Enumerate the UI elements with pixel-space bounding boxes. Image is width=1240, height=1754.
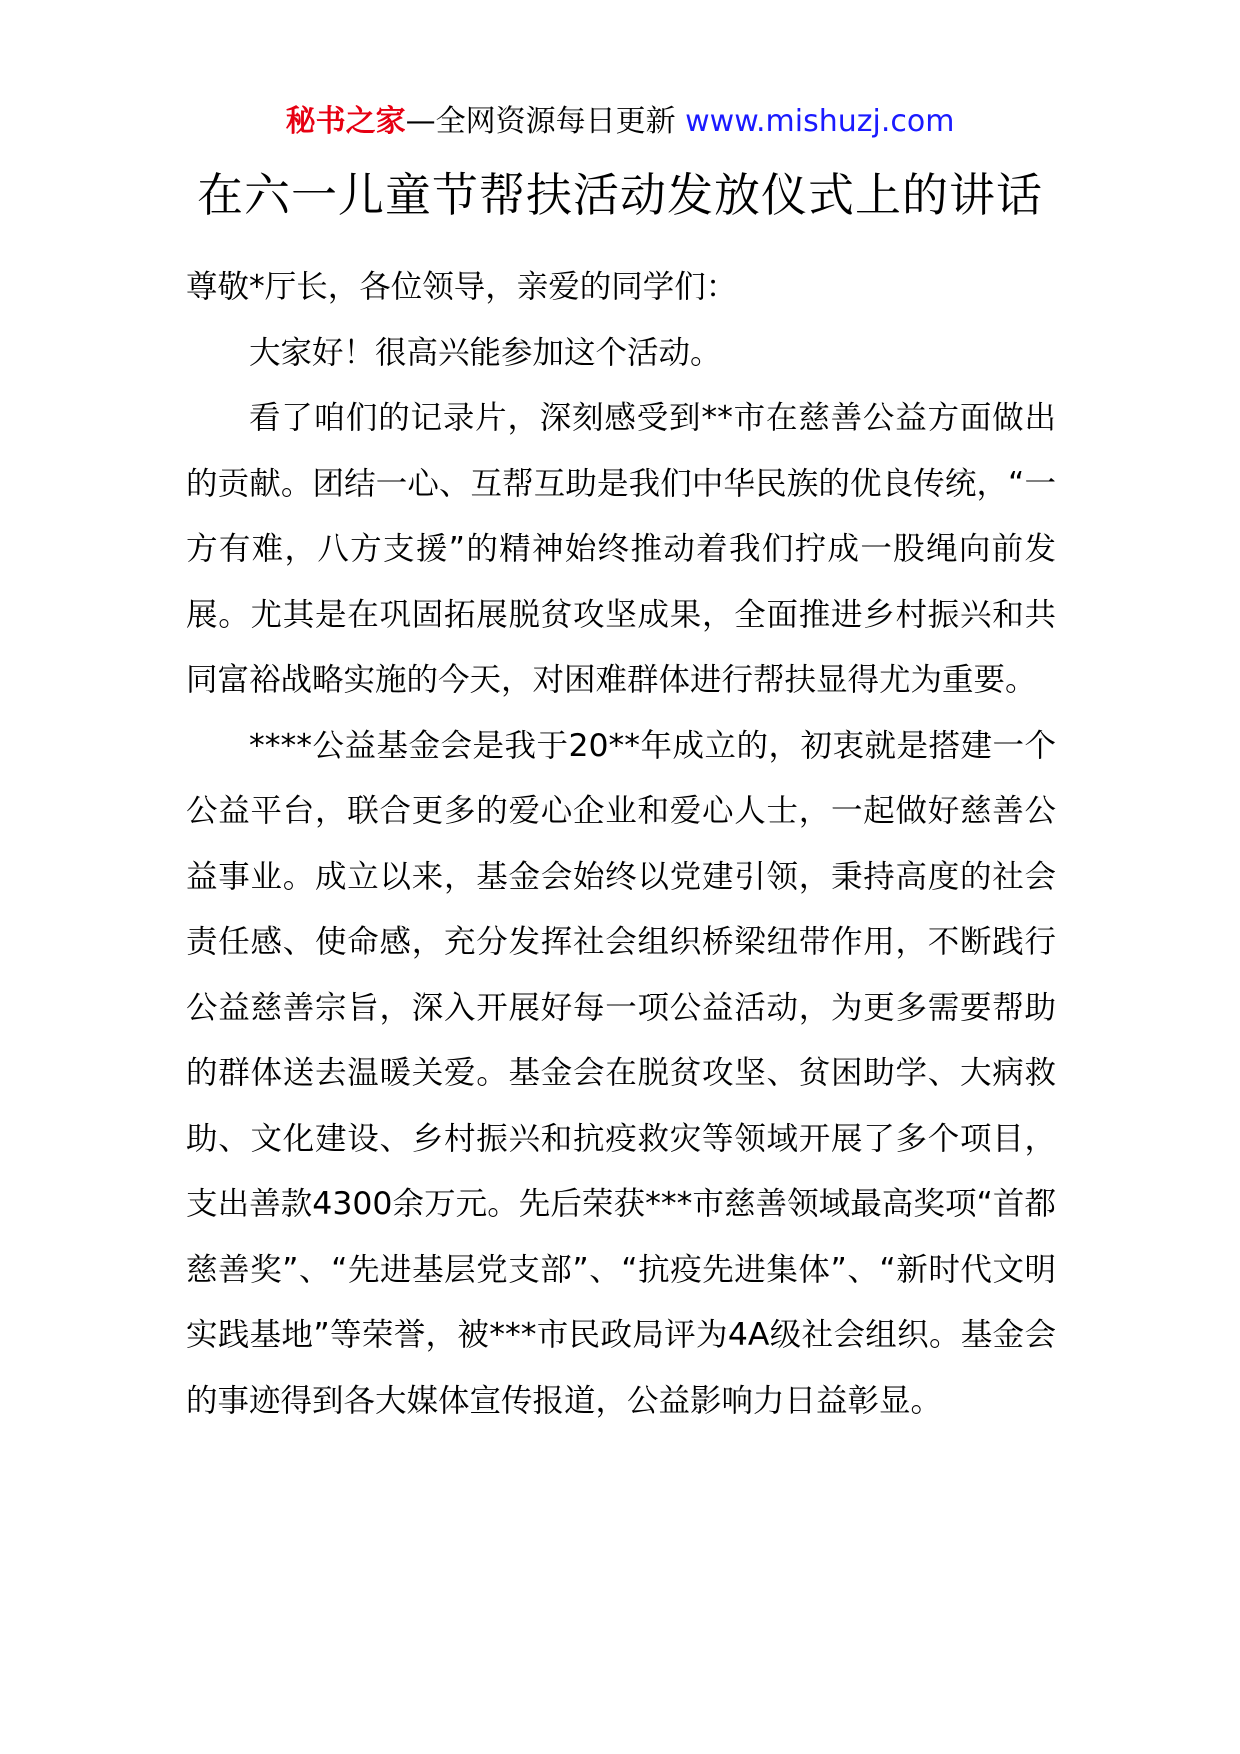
site-slogan: —全网资源每日更新 <box>405 104 686 139</box>
document-body <box>186 255 1056 1434</box>
site-url-link[interactable]: www.mishuzj.com <box>685 104 955 139</box>
paragraph-foundation: ****公益基金会是我于20**年成立的，初衷就是搭建一个公益平台，联合更多的爱心企业和爱心人士，一起做好慈善公益事业。成立以来，基金会始终以党建引领，秉持高度的社会责任感、使命感，充分发挥社会组织桥梁纽带作用，不断践行公益慈善宗旨，深入开展好每一项公益活动，为更多需要帮助的群体送去温暖关爱。基金会在脱贫攻坚、贫困助学、大病救助、文化建设、乡村振兴和抗疫救灾等领域开展了多个项目，支出善款4300余万元。先后荣获***市慈善领域最高奖项“首都慈善奖”、“先进基层党支部”、“抗疫先进集体”、“新时代文明实践基地”等荣誉，被***市民政局评为4A级社会组织。基金会的事迹得到各大媒体宣传报道，公益影响力日益彰显。 <box>186 727 1056 1419</box>
document-title: 在六一儿童节帮扶活动发放仪式上的讲话 <box>197 168 1043 222</box>
site-brand: 秘书之家 <box>285 104 406 139</box>
salutation: 尊敬*厅长，各位领导，亲爱的同学们： <box>186 269 738 305</box>
paragraph-greeting: 大家好！很高兴能参加这个活动。 <box>249 334 722 371</box>
paragraph-documentary: 看了咱们的记录片，深刻感受到**市在慈善公益方面做出的贡献。团结一心、互帮互助是我们中华民族的优良传统，“一方有难，八方支援”的精神始终推动着我们拧成一股绳向前发展。尤其是在巩固拓展脱贫攻坚成果，全面推进乡村振兴和共同富裕战略实施的今天，对困难群体进行帮扶显得尤为重要。 <box>186 400 1056 698</box>
site-header <box>0 100 1240 144</box>
